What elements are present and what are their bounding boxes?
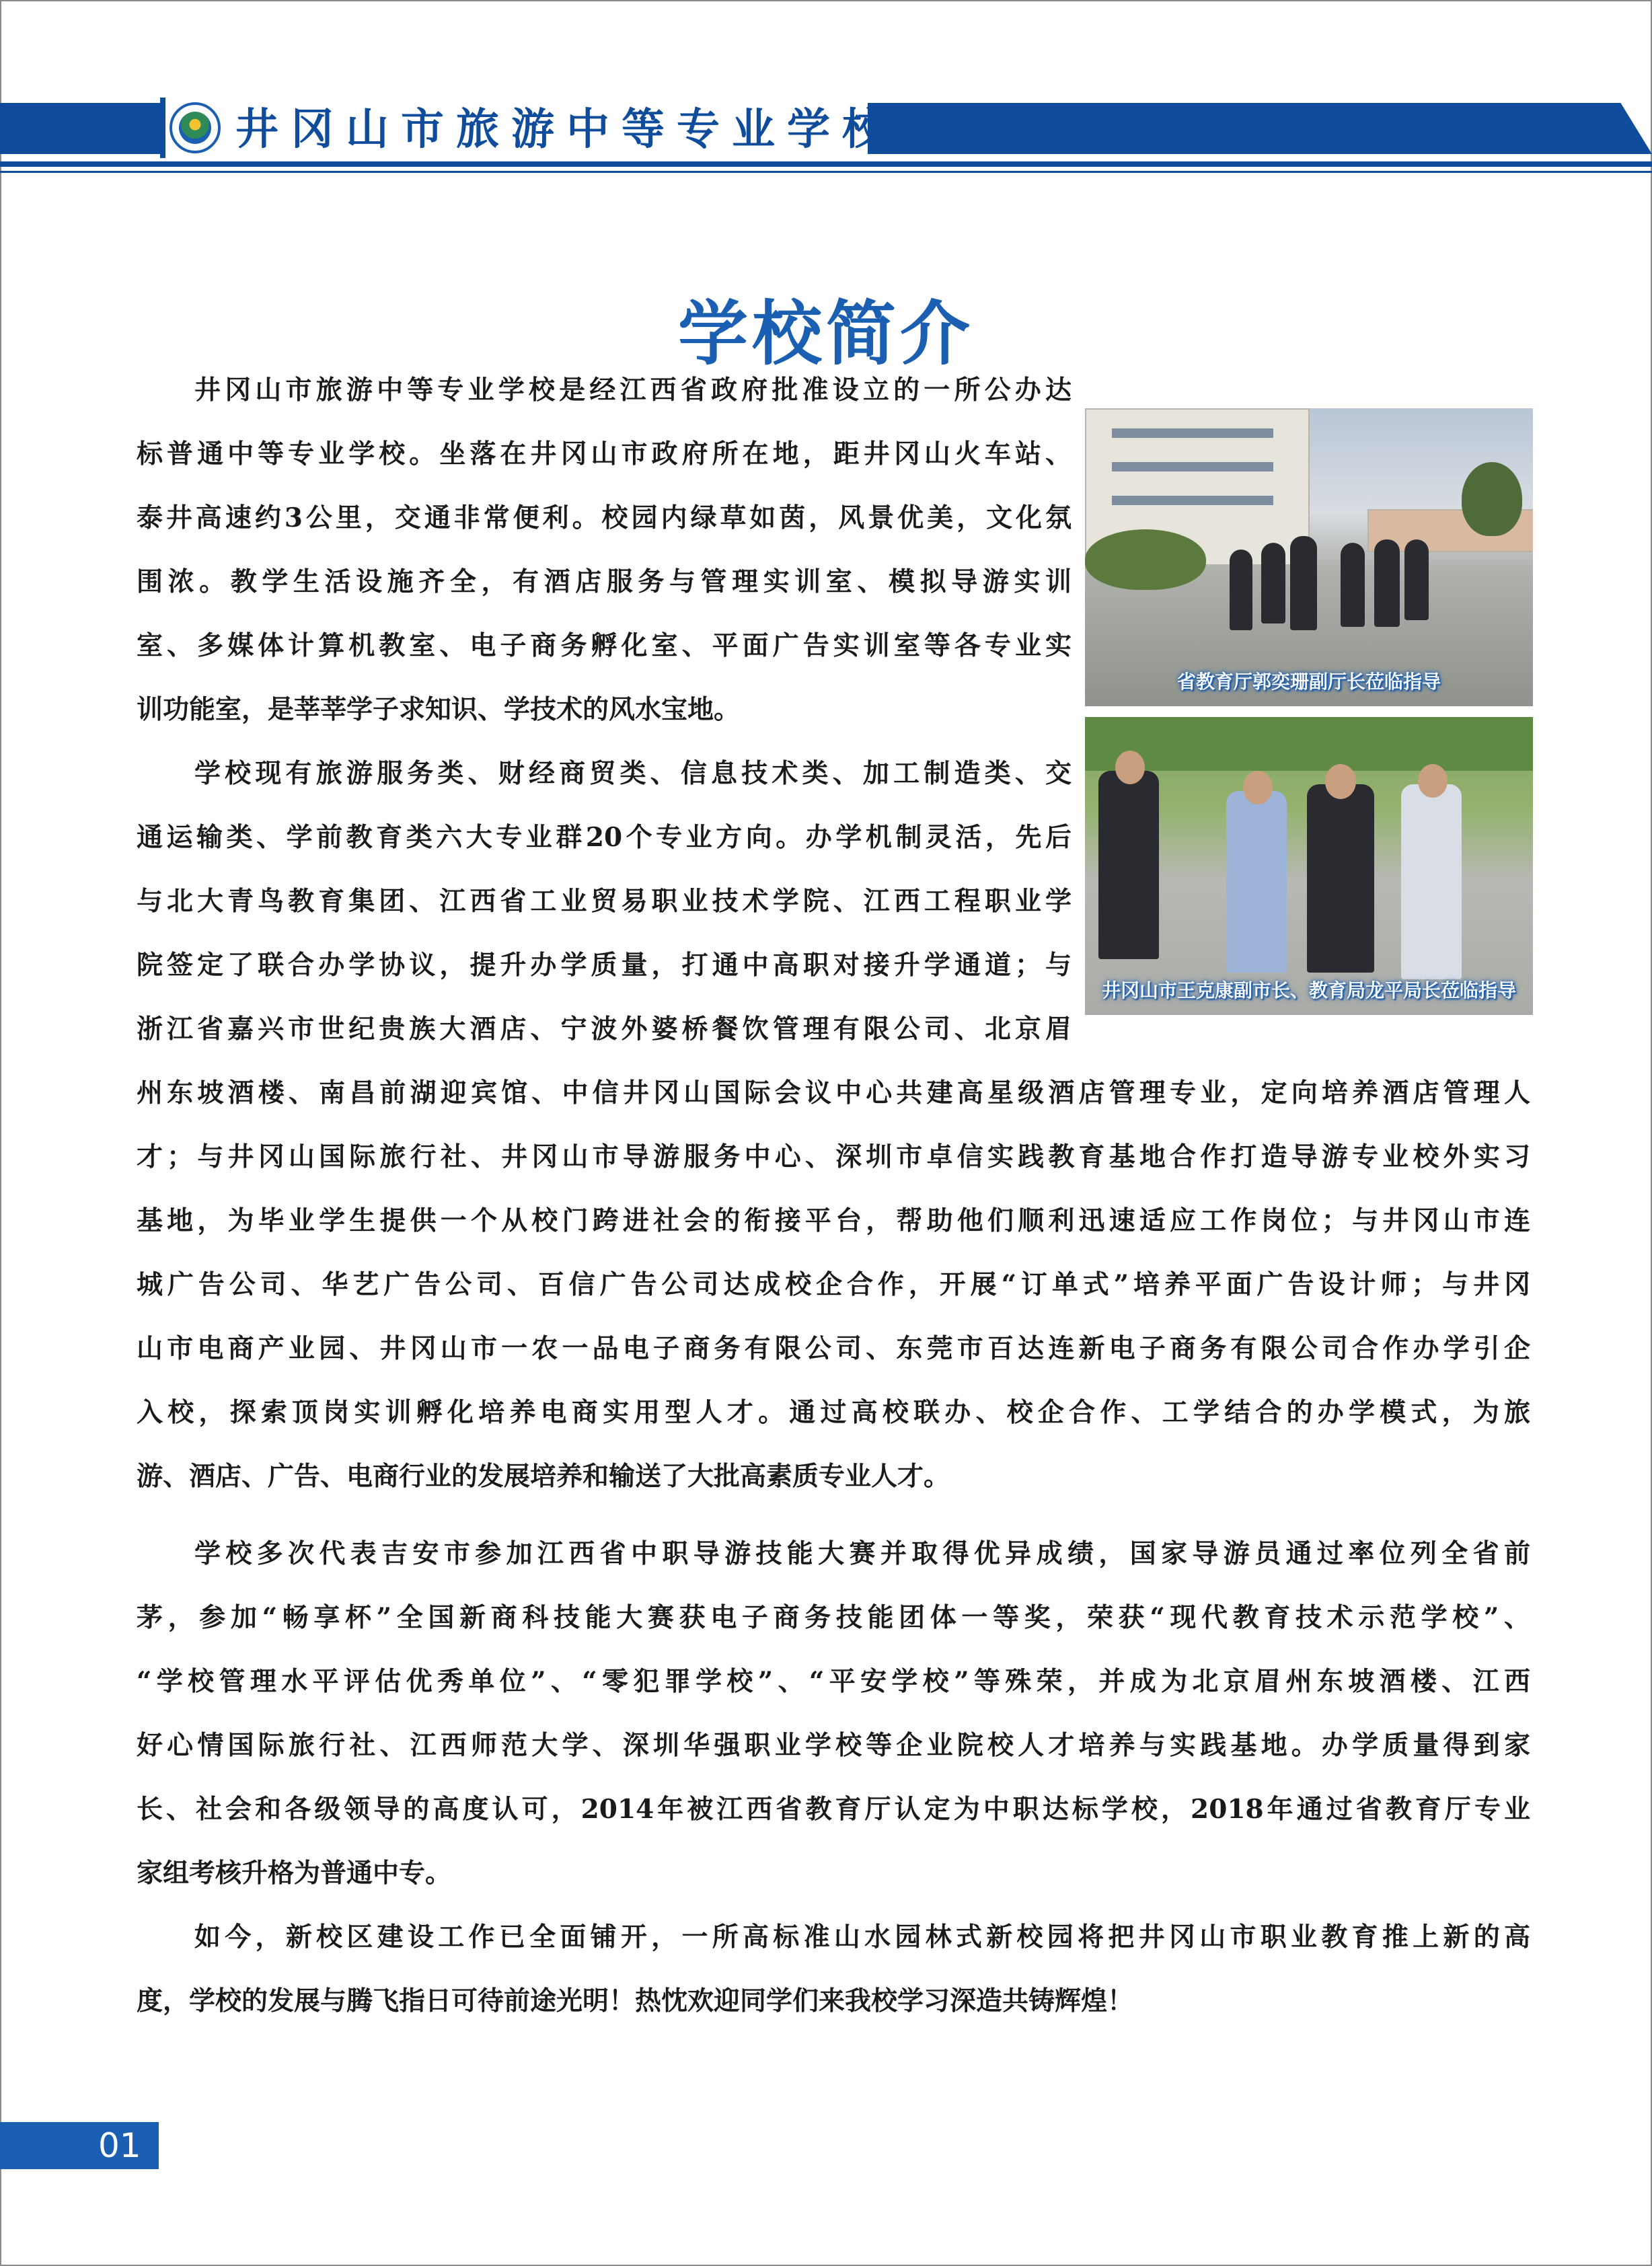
text-line: 入校，探索顶岗实训孵化培养电商实用型人才。通过高校联办、校企合作、工学结合的办学模式，为旅	[137, 1397, 1530, 1428]
person-head	[1243, 771, 1273, 804]
text-line: 井冈山市旅游中等专业学校是经江西省政府批准设立的一所公办达	[194, 375, 1072, 406]
school-logo-emblem	[179, 112, 211, 144]
person-figure	[1290, 536, 1317, 630]
text-line: 城广告公司、华艺广告公司、百信广告公司达成校企合作，开展“订单式”培养平面广告设计师；与井冈	[137, 1269, 1530, 1300]
person-figure	[1341, 543, 1365, 627]
text-line: 室、多媒体计算机教室、电子商务孵化室、平面广告实训室等各专业实	[137, 630, 1072, 661]
person-figure	[1401, 784, 1462, 979]
photo-campus-visit-2	[1085, 717, 1533, 1015]
window-row-image	[1112, 462, 1273, 471]
tree-image	[1085, 529, 1206, 590]
text-line: 泰井高速约3公里，交通非常便利。校园内绿草如茵，风景优美，文化氛	[137, 502, 1072, 533]
photo-caption: 井冈山市王克康副市长、教育局龙平局长莅临指导	[1101, 979, 1516, 1002]
person-head	[1325, 764, 1356, 799]
window-row-image	[1112, 428, 1273, 438]
tree-line-image	[1085, 717, 1533, 771]
photo-caption: 省教育厅郭奕珊副厅长莅临指导	[1176, 671, 1441, 693]
text-line: 基地，为毕业学生提供一个从校门跨进社会的衔接平台，帮助他们顺利迅速适应工作岗位；与井冈山市连	[137, 1205, 1530, 1236]
text-line: 围浓。教学生活设施齐全，有酒店服务与管理实训室、模拟导游实训	[137, 566, 1072, 597]
text-line: 学校多次代表吉安市参加江西省中职导游技能大赛并取得优异成绩，国家导游员通过率位列全省前	[194, 1538, 1530, 1569]
person-head	[1418, 764, 1448, 798]
school-logo	[170, 102, 221, 153]
person-figure	[1404, 539, 1429, 620]
text-line: 好心情国际旅行社、江西师范大学、深圳华强职业学校等企业院校人才培养与实践基地。办学质量得到家	[137, 1730, 1530, 1761]
text-line: 长、社会和各级领导的高度认可，2014年被江西省教育厅认定为中职达标学校，2018年通过省教育厅专业	[137, 1794, 1530, 1825]
text-line: 度，学校的发展与腾飞指日可待前途光明！热忱欢迎同学们来我校学习深造共铸辉煌！	[137, 1986, 1134, 2016]
header-right-bar	[868, 103, 1652, 154]
text-line: 才；与井冈山国际旅行社、井冈山市导游服务中心、深圳市卓信实践教育基地合作打造导游专业校外实习	[137, 1141, 1530, 1172]
page-number: 01	[98, 2126, 141, 2165]
paragraph-2-wide	[137, 1061, 1530, 1509]
person-figure	[1307, 784, 1374, 973]
text-line: 州东坡酒楼、南昌前湖迎宾馆、中信井冈山国际会议中心共建高星级酒店管理专业，定向培养酒店管理人	[137, 1078, 1530, 1108]
page-title: 学校简介	[677, 292, 974, 375]
header-rule-thin	[0, 171, 1652, 173]
person-head	[1115, 751, 1145, 784]
text-line: 学校现有旅游服务类、财经商贸类、信息技术类、加工制造类、交	[194, 758, 1072, 789]
person-figure	[1374, 539, 1400, 627]
person-figure	[1226, 791, 1287, 973]
person-figure	[1230, 550, 1252, 630]
text-line: 浙江省嘉兴市世纪贵族大酒店、宁波外婆桥餐饮管理有限公司、北京眉	[137, 1014, 1072, 1045]
window-row-image	[1112, 496, 1273, 505]
header-left-bar	[0, 103, 161, 154]
text-line: 游、酒店、广告、电商行业的发展培养和输送了大批高素质专业人才。	[137, 1461, 950, 1492]
text-line: 家组考核升格为普通中专。	[137, 1858, 452, 1889]
header-rule	[0, 161, 1652, 167]
school-name: 井冈山市旅游中等专业学校	[235, 104, 897, 155]
paragraph-2-narrow	[137, 742, 1072, 1061]
paragraph-1	[137, 358, 1072, 742]
text-line: 标普通中等专业学校。坐落在井冈山市政府所在地，距井冈山火车站、	[137, 439, 1072, 469]
paragraph-3	[137, 1522, 1530, 1905]
text-line: 茅，参加“畅享杯”全国新商科技能大赛获电子商务技能团体一等奖，荣获“现代教育技术示范学校”、	[137, 1602, 1530, 1633]
tree-image	[1462, 462, 1522, 536]
person-figure	[1098, 771, 1159, 959]
text-line: “学校管理水平评估优秀单位”、“零犯罪学校”、“平安学校”等殊荣，并成为北京眉州东坡酒楼、江西	[137, 1666, 1530, 1697]
text-line: 与北大青鸟教育集团、江西省工业贸易职业技术学院、江西工程职业学	[137, 886, 1072, 917]
text-line: 训功能室，是莘莘学子求知识、学技术的风水宝地。	[137, 694, 741, 725]
paragraph-4	[137, 1905, 1530, 2033]
photo-campus-visit-1	[1085, 408, 1533, 706]
person-figure	[1261, 543, 1285, 624]
text-line: 院签定了联合办学协议，提升办学质量，打通中高职对接升学通道；与	[137, 950, 1072, 981]
text-line: 如今，新校区建设工作已全面铺开，一所高标准山水园林式新校园将把井冈山市职业教育推上新的高	[194, 1922, 1530, 1953]
text-line: 通运输类、学前教育类六大专业群20个专业方向。办学机制灵活，先后	[137, 822, 1072, 853]
text-line: 山市电商产业园、井冈山市一农一品电子商务有限公司、东莞市百达连新电子商务有限公司合作办学引企	[137, 1333, 1530, 1364]
